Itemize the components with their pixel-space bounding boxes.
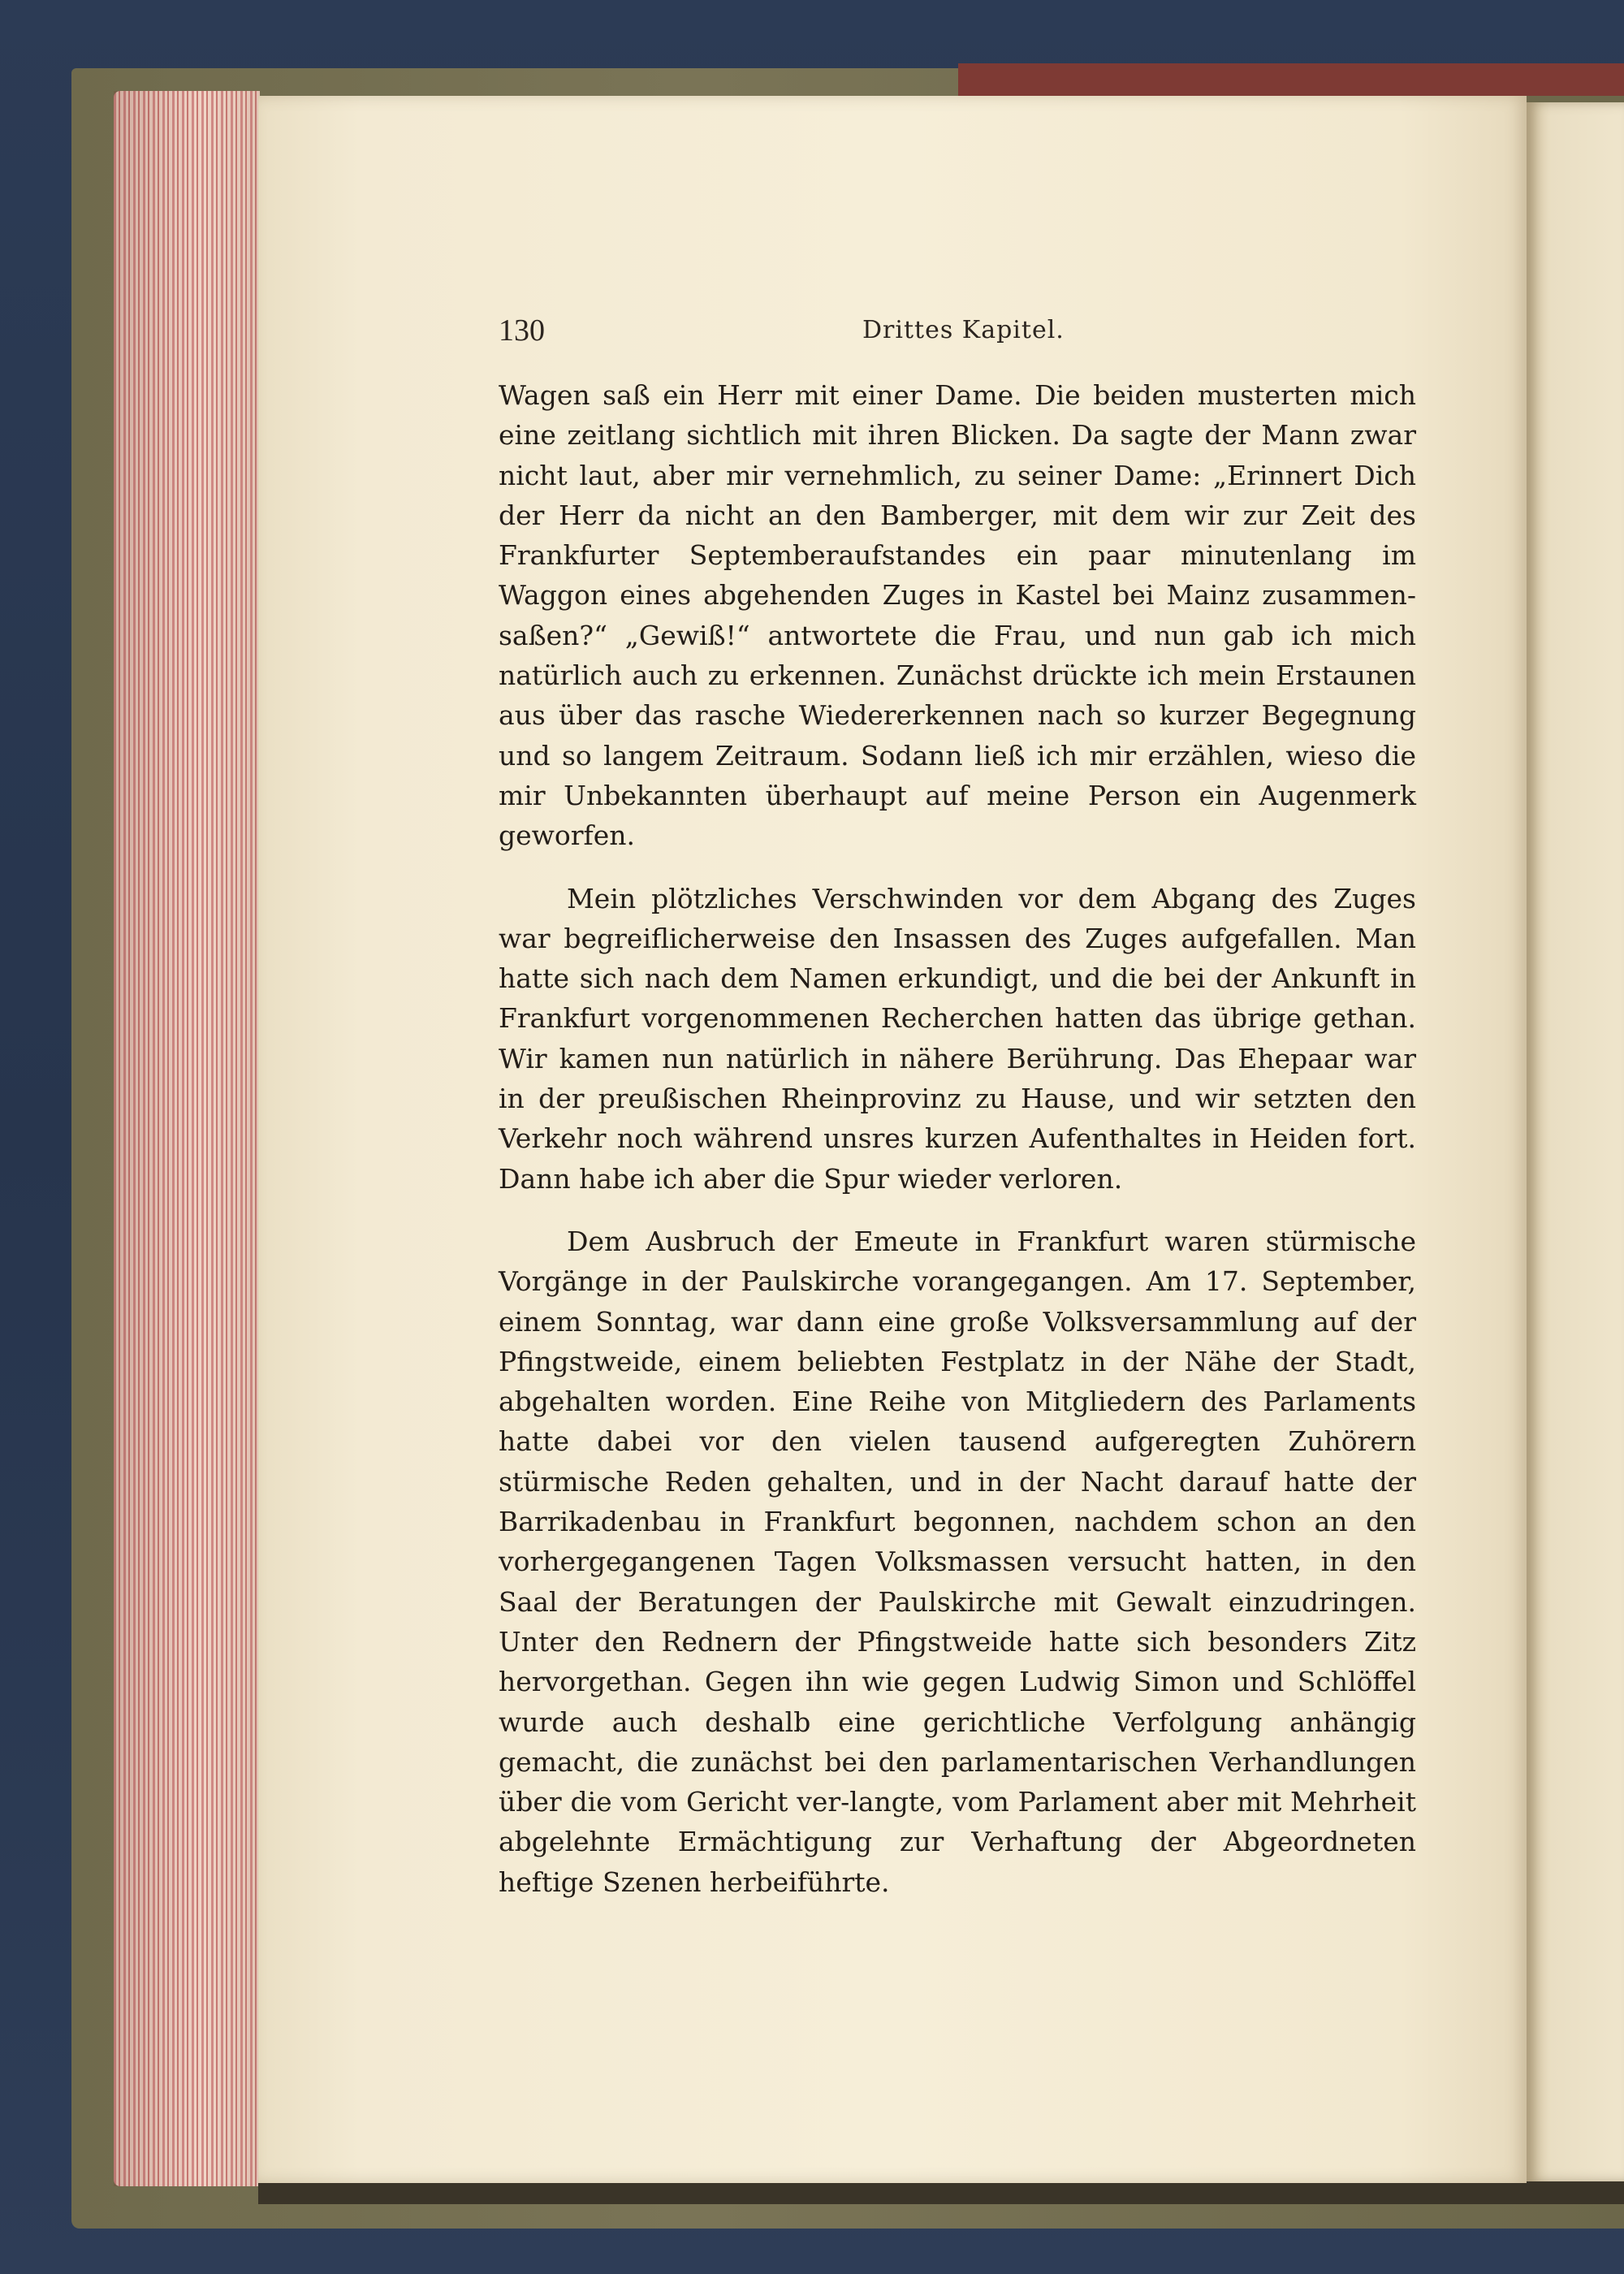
body-text bbox=[499, 375, 1416, 1902]
page-bottom-shadow bbox=[258, 2181, 1624, 2204]
paragraph: Mein plötzliches Verschwinden vor dem Abgang des Zuges war begreiflicherweise den Insassen des Zuges aufgefallen. Man hatte sich nach dem Namen erkundigt, und die bei der Ankunft in Frankfurt vorgenommenen Recherchen hatten das übrige gethan. Wir kamen nun natürlich in nähere Berührung. Das Ehepaar war in der preußischen Rheinprovinz zu Hause, und wir setzten den Verkehr noch während unsres kurzen Aufenthaltes in Heiden fort. Dann habe ich aber die Spur wieder verloren. bbox=[499, 882, 1416, 1195]
page-header bbox=[499, 313, 1416, 353]
cover-spine-edge bbox=[958, 63, 1624, 96]
facing-page bbox=[1527, 102, 1624, 2181]
paragraph: Wagen saß ein Herr mit einer Dame. Die beiden musterten mich eine zeitlang sichtlich mit ihren Blicken. Da sagte der Mann zwar nicht laut, aber mir vernehmlich, zu seiner Dame: „Erinnert Dich der Herr da nicht an den Bamberger, mit dem wir zur Zeit des Frankfurter Septemberaufstandes ein paar minutenlang im Waggon eines abgehenden Zuges in Kastel bei Mainz zusammen-saßen?“ „Gewiß!“ antwortete die Frau, und nun gab ich mich natürlich auch zu erkennen. Zunächst drückte ich mein Erstaunen aus über das rasche Wiedererkennen nach so kurzer Begegnung und so langem Zeitraum. Sodann ließ ich mir erzählen, wieso die mir Unbekannten überhaupt auf meine Person ein Augenmerk geworfen. bbox=[499, 379, 1416, 852]
running-head: Drittes Kapitel. bbox=[862, 316, 1065, 344]
page-edges-shade bbox=[114, 91, 260, 2186]
page-number: 130 bbox=[499, 313, 545, 348]
paragraph: Dem Ausbruch der Emeute in Frankfurt waren stürmische Vorgänge in der Paulskirche vorangegangen. Am 17. September, einem Sonntag, war dann eine große Volksversammlung auf der Pfingstweide, einem beliebten Festplatz in der Nähe der Stadt, abgehalten worden. Eine Reihe von Mitgliedern des Parlaments hatte dabei vor den vielen tausend aufgeregten Zuhörern stürmische Reden gehalten, und in der Nacht darauf hatte der Barrikadenbau in Frankfurt begonnen, nachdem schon an den vorhergegangenen Tagen Volksmassen versucht hatten, in den Saal der Beratungen der Paulskirche mit Gewalt einzudringen. Unter den Rednern der Pfingstweide hatte sich besonders Zitz hervorgethan. Gegen ihn wie gegen Ludwig Simon und Schlöffel wurde auch deshalb eine gerichtliche Verfolgung anhängig gemacht, die zunächst bei den parlamentarischen Verhandlungen über die vom Gericht ver-langte, vom Parlament aber mit Mehrheit abgelehnte Ermächtigung zur Verhaftung der Abgeordneten heftige Szenen herbeiführte. bbox=[499, 1225, 1416, 1898]
